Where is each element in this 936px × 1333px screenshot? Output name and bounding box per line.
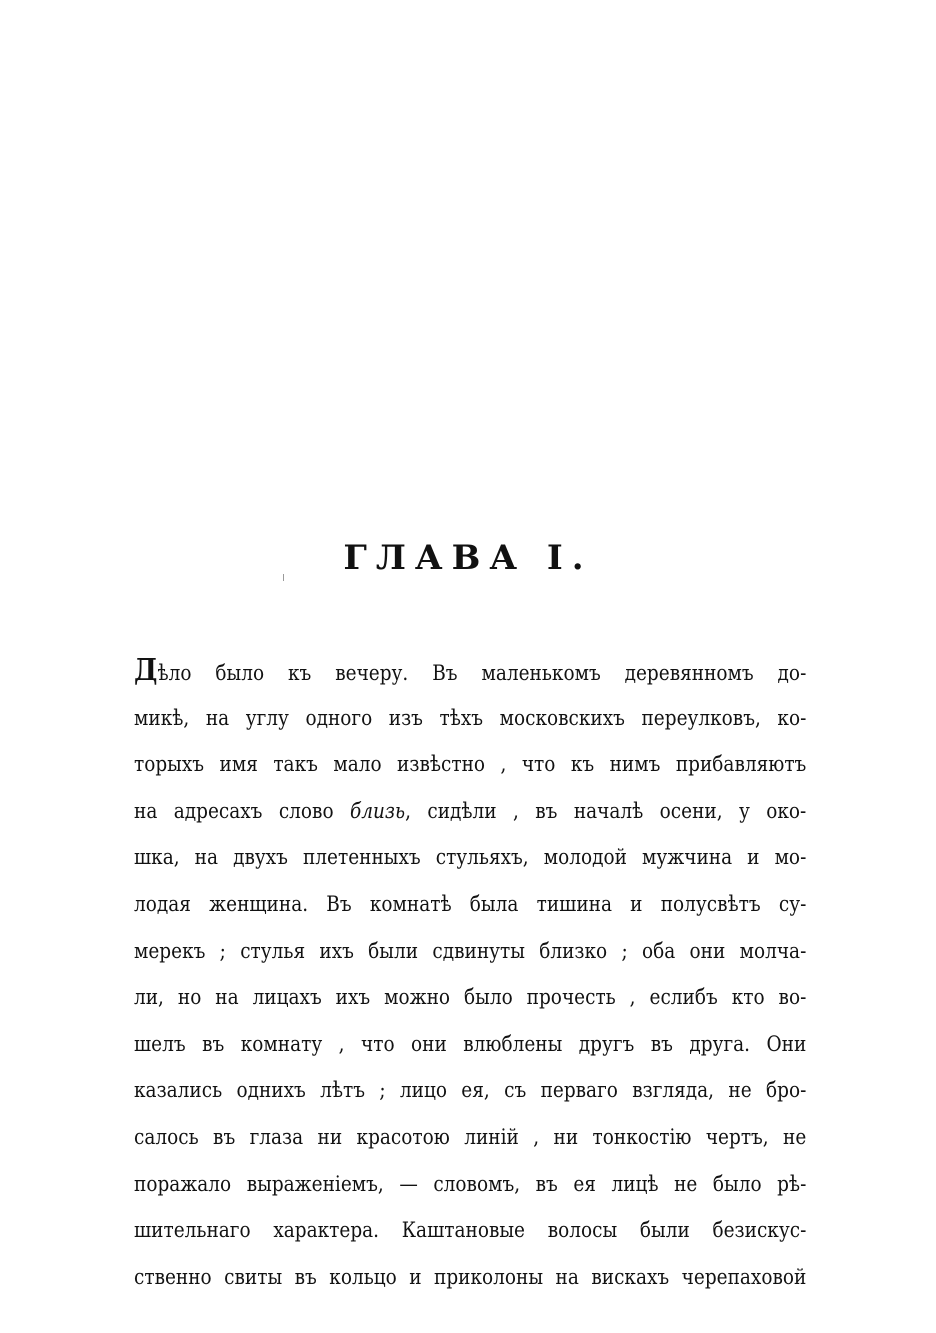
- text-line-12: поражало выраженіемъ, — словомъ, въ ея лицѣ не было рѣ-: [134, 1171, 807, 1196]
- text-line-14: ственно свиты въ кольцо и приколоны на вискахъ черепаховой: [134, 1264, 807, 1289]
- text-line-13: шительнаго характера. Каштановые волосы были безискус-: [134, 1218, 807, 1243]
- text-line-2: микѣ, на углу одного изъ тѣхъ московскихъ переулковъ, ко-: [134, 705, 807, 730]
- print-speck: [283, 574, 284, 581]
- drop-cap: Д: [134, 653, 158, 688]
- text-line-10: казались однихъ лѣтъ ; лицо ея, съ перваго взгляда, не бро-: [134, 1078, 807, 1103]
- chapter-body: [134, 648, 806, 1300]
- text-line-7: мерекъ ; стулья ихъ были сдвинуты близко ; оба они молча-: [134, 938, 807, 963]
- text-line-5: шка, на двухъ плетенныхъ стульяхъ, молодой мужчина и мо-: [134, 845, 807, 870]
- text-line-4: [134, 788, 806, 835]
- text-line-1-content: ѣло было къ вечеру. Въ маленькомъ деревянномъ до-: [157, 661, 807, 685]
- text-line-4-start: на адресахъ слово: [134, 798, 334, 823]
- chapter-title: ГЛАВА I.: [343, 538, 593, 578]
- text-line-6: лодая женщина. Въ комнатѣ была тишина и полусвѣтъ су-: [134, 891, 807, 916]
- italic-word: близь: [349, 798, 406, 823]
- text-line-1: [134, 648, 806, 695]
- text-line-8: ли, но на лицахъ ихъ можно было прочесть , еслибъ кто во-: [134, 985, 807, 1010]
- text-line-9: шелъ въ комнату , что они влюблены другъ въ друга. Они: [134, 1031, 807, 1056]
- text-line-11: салось въ глаза ни красотою линій , ни тонкостію чертъ, не: [134, 1124, 807, 1149]
- text-line-3: торыхъ имя такъ мало извѣстно , что къ нимъ прибавляютъ: [134, 752, 807, 777]
- text-line-4-end: , сидѣли , въ началѣ осени, у око-: [405, 798, 807, 823]
